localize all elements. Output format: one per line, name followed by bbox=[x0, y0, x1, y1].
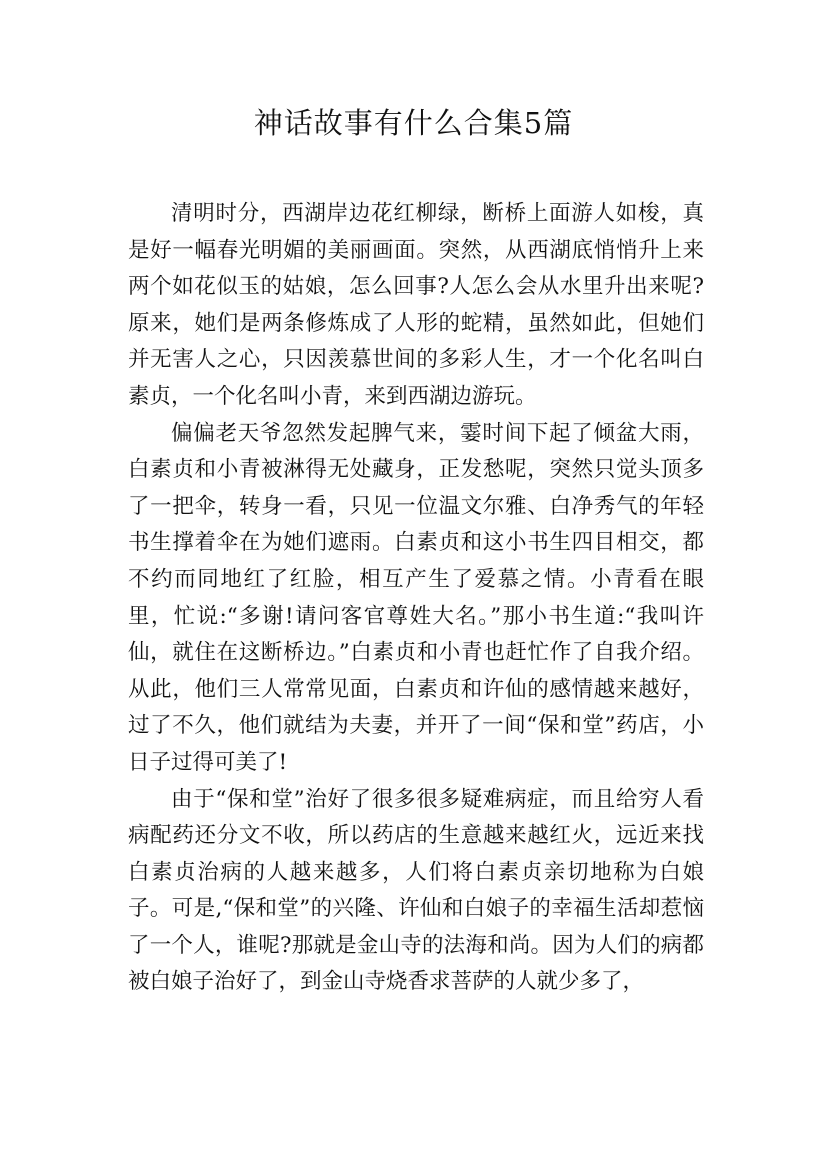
paragraph: 偏偏老天爷忽然发起脾气来，霎时间下起了倾盆大雨，白素贞和小青被淋得无处藏身，正发愁呢，突然只觉头顶多了一把伞，转身一看，只见一位温文尔雅、白净秀气的年轻书生撑着伞在为她们遮雨。白素贞和这小书生四目相交，都不约而同地红了红脸，相互产生了爱慕之情。小青看在眼里，忙说:“多谢!请问客官尊姓大名。”那小书生道:“我叫许仙，就住在这断桥边。”白素贞和小青也赶忙作了自我介绍。从此，他们三人常常见面，白素贞和许仙的感情越来越好，过了不久，他们就结为夫妻，并开了一间“保和堂”药店，小日子过得可美了! bbox=[128, 420, 704, 775]
paragraph: 清明时分，西湖岸边花红柳绿，断桥上面游人如梭，真是好一幅春光明媚的美丽画面。突然，从西湖底悄悄升上来两个如花似玉的姑娘，怎么回事?人怎么会从水里升出来呢?原来，她们是两条修炼成了人形的蛇精，虽然如此，但她们并无害人之心，只因羡慕世间的多彩人生，才一个化名叫白素贞，一个化名叫小青，来到西湖边游玩。 bbox=[128, 201, 704, 409]
document-title: 神话故事有什么合集5篇 bbox=[253, 106, 574, 140]
document-body bbox=[128, 196, 704, 1001]
paragraph: 由于“保和堂”治好了很多很多疑难病症，而且给穷人看病配药还分文不收，所以药店的生意越来越红火，远近来找白素贞治病的人越来越多，人们将白素贞亲切地称为白娘子。可是,“保和堂”的兴隆、许仙和白娘子的幸福生活却惹恼了一个人，谁呢?那就是金山寺的法海和尚。因为人们的病都被白娘子治好了，到金山寺烧香求菩萨的人就少多了， bbox=[128, 786, 704, 995]
